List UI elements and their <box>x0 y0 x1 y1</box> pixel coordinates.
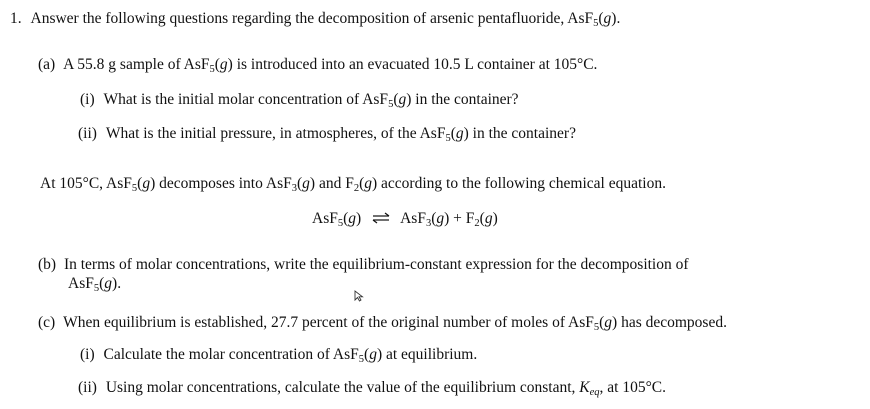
part-b-label: (b) <box>38 256 57 273</box>
part-c-i-label: (i) <box>80 346 95 363</box>
part-c-ii-text: Using molar concentrations, calculate the value of the equilibrium constant, <box>105 379 580 396</box>
part-c-ii <box>78 380 666 399</box>
paren: ( <box>364 346 370 363</box>
part-a-text-end: ) is introduced into an evacuated 10.5 L container at 105°C. <box>227 56 598 73</box>
part-b-text: In terms of molar concentrations, write the equilibrium-constant expression for the decomposition of <box>63 256 689 273</box>
part-c-text-end: ) has decomposed. <box>612 314 727 331</box>
part-a-text: A 55.8 g sample of AsF <box>63 56 210 73</box>
product: ) + F <box>444 210 475 227</box>
part-a-ii-text: What is the initial pressure, in atmospheres, of the AsF <box>105 125 446 142</box>
gas-symbol: g <box>484 210 493 227</box>
subscript: 5 <box>93 283 100 294</box>
subscript: 3 <box>425 218 432 229</box>
equilibrium-constant-symbol: K <box>579 379 590 396</box>
intro-text: At 105°C, AsF <box>40 175 132 192</box>
gas-symbol: g <box>436 210 445 227</box>
paren: ( <box>296 175 303 192</box>
paren: ( <box>598 10 604 27</box>
decomposition-intro <box>40 176 666 195</box>
gas-symbol: g <box>603 10 612 27</box>
question-number: 1. <box>10 10 22 27</box>
subscript: 5 <box>337 218 344 229</box>
paren: ( <box>359 175 365 192</box>
gas-symbol: g <box>104 275 113 292</box>
gas-symbol: g <box>142 175 151 192</box>
part-c-text: When equilibrium is established, 27.7 percent of the original number of moles of AsF <box>63 314 594 331</box>
equilibrium-arrow-icon <box>371 212 391 224</box>
intro-text: ) according to the following chemical equation. <box>372 175 666 192</box>
subscript: 2 <box>474 218 480 229</box>
part-c <box>38 315 727 334</box>
part-a-i-text: What is the initial molar concentration of AsF <box>103 91 389 108</box>
subscript: 5 <box>388 99 394 110</box>
subscript: eq <box>589 387 600 398</box>
subscript: 5 <box>131 183 138 194</box>
paren: ( <box>137 175 143 192</box>
gas-symbol: g <box>369 346 377 363</box>
paren: ) <box>356 210 362 227</box>
part-b <box>38 257 689 273</box>
part-a-ii-text-end: ) in the container? <box>463 125 576 142</box>
part-a-ii-label: (ii) <box>78 125 97 142</box>
gas-symbol: g <box>455 125 464 142</box>
intro-text: ) and F <box>309 175 354 192</box>
part-a <box>38 57 597 76</box>
subscript: 5 <box>358 354 365 365</box>
part-a-i-label: (i) <box>80 91 95 108</box>
subscript: 5 <box>593 322 600 333</box>
paren: ( <box>450 125 456 142</box>
gas-symbol: g <box>398 91 407 108</box>
paren: ( <box>343 210 349 227</box>
part-a-i <box>80 92 519 111</box>
mouse-pointer-icon <box>354 290 364 302</box>
intro-text: ) decomposes into AsF <box>150 175 292 192</box>
part-c-i <box>80 347 477 366</box>
part-a-i-text-end: ) in the container? <box>406 91 519 108</box>
part-c-i-text-end: ) at equilibrium. <box>376 346 478 363</box>
paren: ) <box>492 210 498 227</box>
part-c-i-text: Calculate the molar concentration of AsF <box>103 346 359 363</box>
gas-symbol: g <box>219 56 228 73</box>
subscript: 5 <box>209 64 215 75</box>
stem-text: Answer the following questions regarding the decomposition of arsenic pentafluoride, AsF <box>30 10 594 27</box>
part-c-ii-label: (ii) <box>78 379 97 396</box>
paren: ( <box>393 91 399 108</box>
part-a-ii <box>78 126 576 145</box>
part-a-label: (a) <box>38 56 56 73</box>
chemical-equation <box>312 211 498 230</box>
paren: ( <box>431 210 437 227</box>
part-b-text-end: ). <box>112 275 122 292</box>
part-b-line2 <box>68 276 121 295</box>
reactant: AsF <box>312 210 338 227</box>
gas-symbol: g <box>604 314 613 331</box>
paren: ( <box>479 210 485 227</box>
paren: ( <box>99 275 105 292</box>
subscript: 3 <box>291 183 297 194</box>
part-b-text: AsF <box>68 275 94 292</box>
gas-symbol: g <box>364 175 372 192</box>
paren: ( <box>599 314 605 331</box>
part-c-label: (c) <box>38 314 56 331</box>
gas-symbol: g <box>302 175 310 192</box>
product: AsF <box>400 210 426 227</box>
subscript: 5 <box>445 133 451 144</box>
subscript: 2 <box>353 183 360 194</box>
gas-symbol: g <box>348 210 357 227</box>
part-c-ii-text-end: , at 105°C. <box>599 379 667 396</box>
paren: ( <box>214 56 220 73</box>
stem-end: ). <box>611 10 621 27</box>
question-stem <box>10 11 620 30</box>
subscript: 5 <box>593 18 599 29</box>
